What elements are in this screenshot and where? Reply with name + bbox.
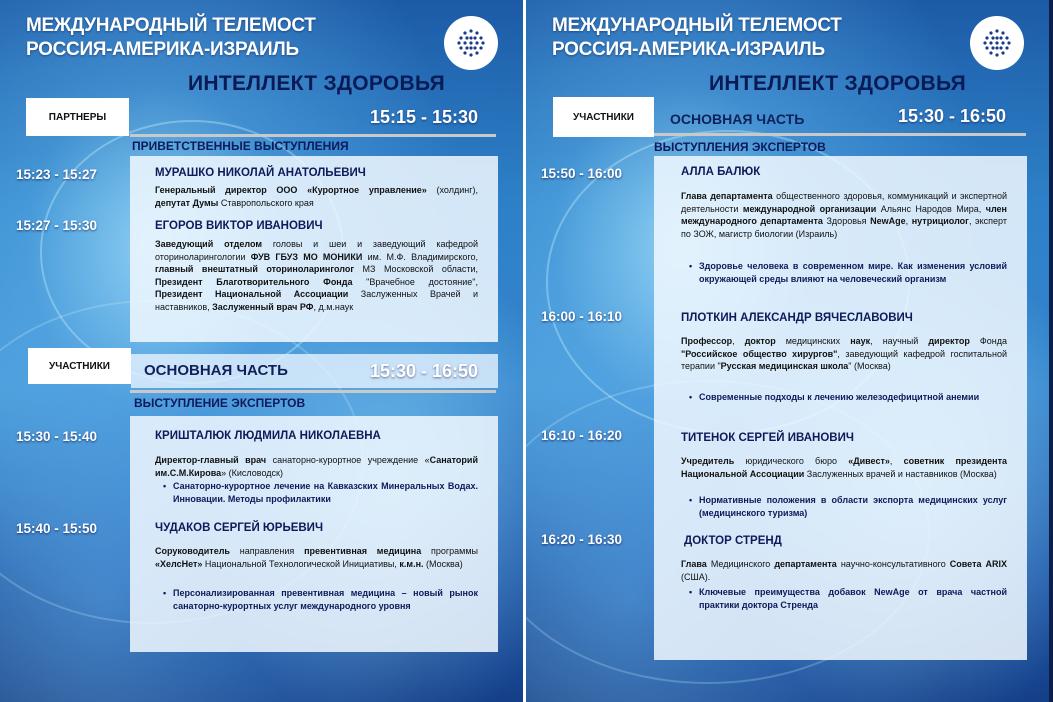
left-page — [0, 0, 523, 702]
conference-subtitle: ИНТЕЛЛЕКТ ЗДОРОВЬЯ — [708, 72, 967, 95]
talk-topic: • Современные подходы к лечению железодефицитной анемии — [689, 392, 980, 402]
talk-topic: • Ключевые преимущества добавок NewAge от врача частной практики доктора Стренда — [689, 587, 1007, 610]
speaker-name: МУРАШКО НИКОЛАЙ АНАТОЛЬЕВИЧ — [155, 167, 366, 179]
main-part-heading: ОСНОВНАЯ ЧАСТЬ — [670, 111, 805, 127]
experts-heading: ВЫСТУПЛЕНИЯ ЭКСПЕРТОВ — [654, 140, 826, 154]
speaker-time: 16:10 - 16:20 — [541, 428, 623, 443]
divider — [130, 390, 496, 393]
main-part-heading: ОСНОВНАЯ ЧАСТЬ — [144, 362, 288, 379]
main-part-time: 15:30 - 16:50 — [898, 106, 1007, 126]
speaker-description: Профессор, доктор медицинских наук, научный директор Фонда "Российское общество хирургов", заведующий кафедрой госпитальной терапии "Русская медицинская школа" (Москва) — [681, 336, 1007, 372]
partners-time: 15:15 - 15:30 — [370, 107, 479, 127]
speaker-description: Генеральный директор ООО «Курортное управление» (холдинг), депутат Думы Ставропольского края — [155, 185, 478, 208]
talk-topic: • Персонализированная превентивная медицина – новый рынок санаторно-курортных услуг международного уровня — [163, 588, 478, 611]
speaker-name: ПЛОТКИН АЛЕКСАНДР ВЯЧЕСЛАВОВИЧ — [681, 312, 913, 324]
experts-heading: ВЫСТУПЛЕНИЕ ЭКСПЕРТОВ — [134, 396, 306, 410]
divider — [654, 133, 1026, 136]
speaker-description: Заведующий отделом головы и шеи и заведующий кафедрой оториноларингологии ФУВ ГБУЗ МО МОНИКИ им. М.Ф. Владимирского, главный внештатный оториноларинголог МЗ Московской области, Президент Благотворительного Фонда "Врачебное достояние", Президент Национальной Ассоциации Заслуженных Врачей и наставников, Заслуженный врач РФ, д.м.наук — [155, 239, 479, 312]
speaker-time: 16:20 - 16:30 — [541, 532, 623, 547]
main-part-time: 15:30 - 16:50 — [370, 361, 479, 381]
welcome-heading: ПРИВЕТСТВЕННЫЕ ВЫСТУПЛЕНИЯ — [132, 139, 349, 153]
speaker-name: АЛЛА БАЛЮК — [681, 166, 761, 178]
talk-topic: • Нормативные положения в области экспорта медицинских услуг (медицинского туризма) — [689, 495, 1007, 518]
speaker-description: Директор-главный врач санаторно-курортное учреждение «Санаторий им.С.М.Кирова» (Кисловодск) — [155, 455, 478, 478]
speaker-description: Глава Медицинского департамента научно-консультативного Совета ARIX (США). — [681, 559, 1008, 582]
speaker-card — [130, 416, 498, 652]
logo-dots-icon — [444, 16, 498, 70]
speaker-time: 15:30 - 15:40 — [16, 429, 98, 444]
event-title: МЕЖДУНАРОДНЫЙ ТЕЛЕМОСТ РОССИЯ-АМЕРИКА-ИЗРАИЛЬ — [552, 15, 842, 60]
speaker-description: Глава департамента общественного здоровья, коммуникаций и экспертной деятельности международной организации Альянс Народов Мира, член международного департамента Здоровья NewAge, нутрициолог, эксперт по ЗОЖ, магистр биологии (Израиль) — [681, 191, 1007, 239]
logo-dots-icon — [970, 16, 1024, 70]
right-page — [526, 0, 1049, 702]
talk-topic: • Санаторно-курортное лечение на Кавказских Минеральных Водах. Инновации. Методы профилактики — [163, 481, 478, 504]
speaker-time: 15:40 - 15:50 — [16, 521, 98, 536]
speaker-time: 15:27 - 15:30 — [16, 218, 98, 233]
speaker-description: Учредитель юридического бюро «Дивест», советник президента Национальной Ассоциации Заслуженных врачей и наставников (Москва) — [681, 456, 1007, 479]
speaker-name: ТИТЕНОК СЕРГЕЙ ИВАНОВИЧ — [681, 432, 854, 444]
speaker-name: ДОКТОР СТРЕНД — [684, 535, 782, 547]
participants-tag: УЧАСТНИКИ — [28, 348, 131, 384]
divider — [130, 134, 496, 137]
conference-subtitle: ИНТЕЛЛЕКТ ЗДОРОВЬЯ — [187, 72, 446, 95]
speaker-name: ЧУДАКОВ СЕРГЕЙ ЮРЬЕВИЧ — [155, 522, 324, 534]
event-title: МЕЖДУНАРОДНЫЙ ТЕЛЕМОСТ РОССИЯ-АМЕРИКА-ИЗРАИЛЬ — [26, 15, 316, 60]
speaker-time: 16:00 - 16:10 — [541, 309, 623, 324]
talk-topic: • Здоровье человека в современном мире. Как изменения условий окружающей среды влияют на человеческий организм — [689, 261, 1007, 284]
speaker-name: КРИШТАЛЮК ЛЮДМИЛА НИКОЛАЕВНА — [155, 430, 381, 442]
speaker-time: 15:50 - 16:00 — [541, 166, 623, 181]
speaker-time: 15:23 - 15:27 — [16, 167, 98, 182]
participants-tag: УЧАСТНИКИ — [553, 97, 654, 137]
speaker-name: ЕГОРОВ ВИКТОР ИВАНОВИЧ — [155, 220, 323, 232]
speaker-description: Соруководитель направления превентивная медицина программы «ХелсНет» Национальной Технологической Инициативы, к.м.н. (Москва) — [155, 546, 478, 569]
partners-tag: ПАРТНЕРЫ — [26, 98, 129, 136]
